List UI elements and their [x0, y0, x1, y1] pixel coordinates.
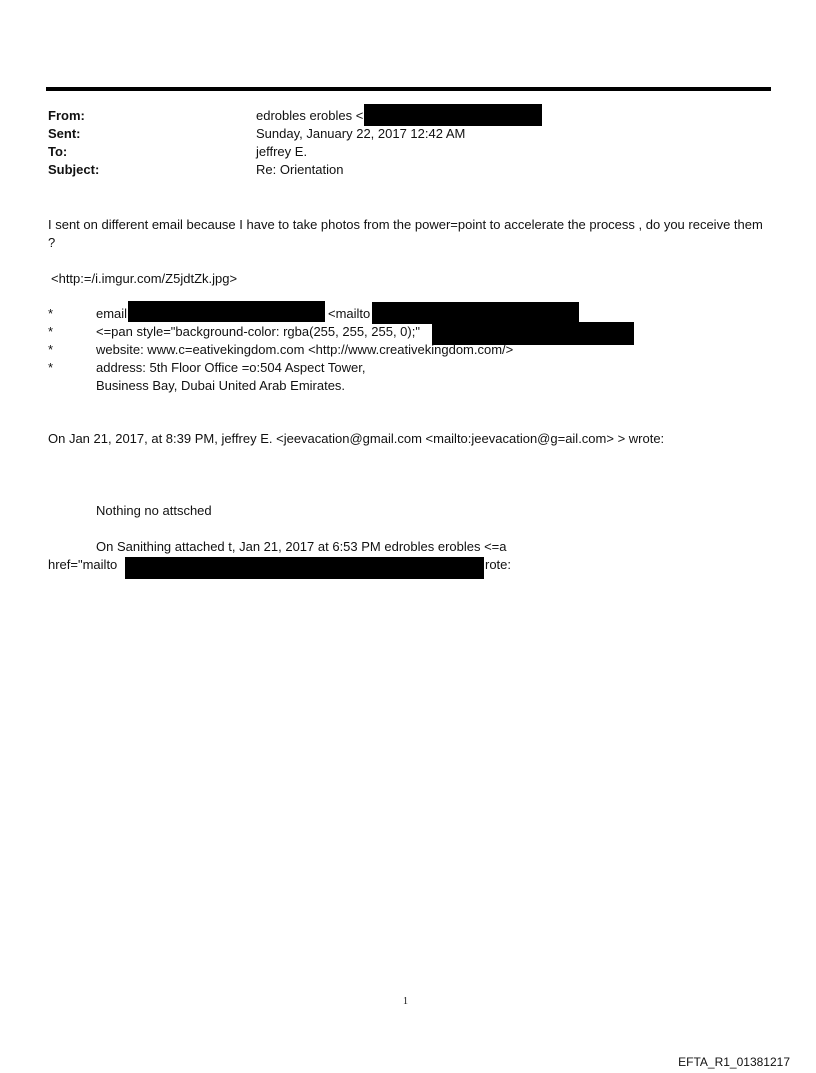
bullet-marker: * [48, 360, 54, 375]
redaction-nested [125, 557, 484, 579]
bullet1-email-label: email [96, 306, 128, 321]
page-number: 1 [403, 996, 408, 1007]
redaction-from [364, 104, 542, 126]
bullet4-address-line1: address: 5th Floor Office =o:504 Aspect Tower, [96, 360, 366, 375]
from-label: From: [48, 108, 85, 123]
body-paragraph: I sent on different email because I have to take photos from the power=point to accelerate the process , do you receive them ? [48, 217, 763, 250]
image-link[interactable]: <http:=/i.imgur.com/Z5jdtZk.jpg> [51, 271, 238, 286]
nested-reply: Nothing no attsched [96, 503, 212, 518]
nested-quote-line2-end: rote: [485, 557, 512, 572]
redaction-mailto [372, 302, 579, 324]
subject-value: Re: Orientation [256, 162, 344, 177]
bullet1-mailto: <mailto [328, 306, 371, 321]
redaction-email [128, 301, 325, 322]
bullet2-text: <=pan style="background-color: rgba(255, 255, 255, 0);" [96, 324, 420, 339]
bullet3-website: website: www.c=eativekingdom.com <http://www.creativekingdom.com/> [96, 342, 514, 357]
nested-quote-line1: On Sanithing attached t, Jan 21, 2017 at 6:53 PM edrobles erobles <=a [96, 539, 507, 554]
nested-quote-line2-start: href="mailto [48, 557, 118, 572]
header-rule [46, 87, 771, 91]
subject-label: Subject: [48, 162, 100, 177]
to-value: jeffrey E. [256, 144, 308, 159]
sent-label: Sent: [48, 126, 81, 141]
bullet-marker: * [48, 324, 54, 339]
document-id: EFTA_R1_01381217 [678, 1055, 790, 1069]
quote-header: On Jan 21, 2017, at 8:39 PM, jeffrey E. <jeevacation@gmail.com <mailto:jeevacation@g=ail.com> > wrote: [48, 431, 665, 446]
to-label: To: [48, 144, 68, 159]
bullet-marker: * [48, 306, 54, 321]
from-value: edrobles erobles < [256, 108, 364, 123]
sent-value: Sunday, January 22, 2017 12:42 AM [256, 126, 466, 141]
bullet4-address-line2: Business Bay, Dubai United Arab Emirates. [96, 378, 346, 393]
bullet-marker: * [48, 342, 54, 357]
